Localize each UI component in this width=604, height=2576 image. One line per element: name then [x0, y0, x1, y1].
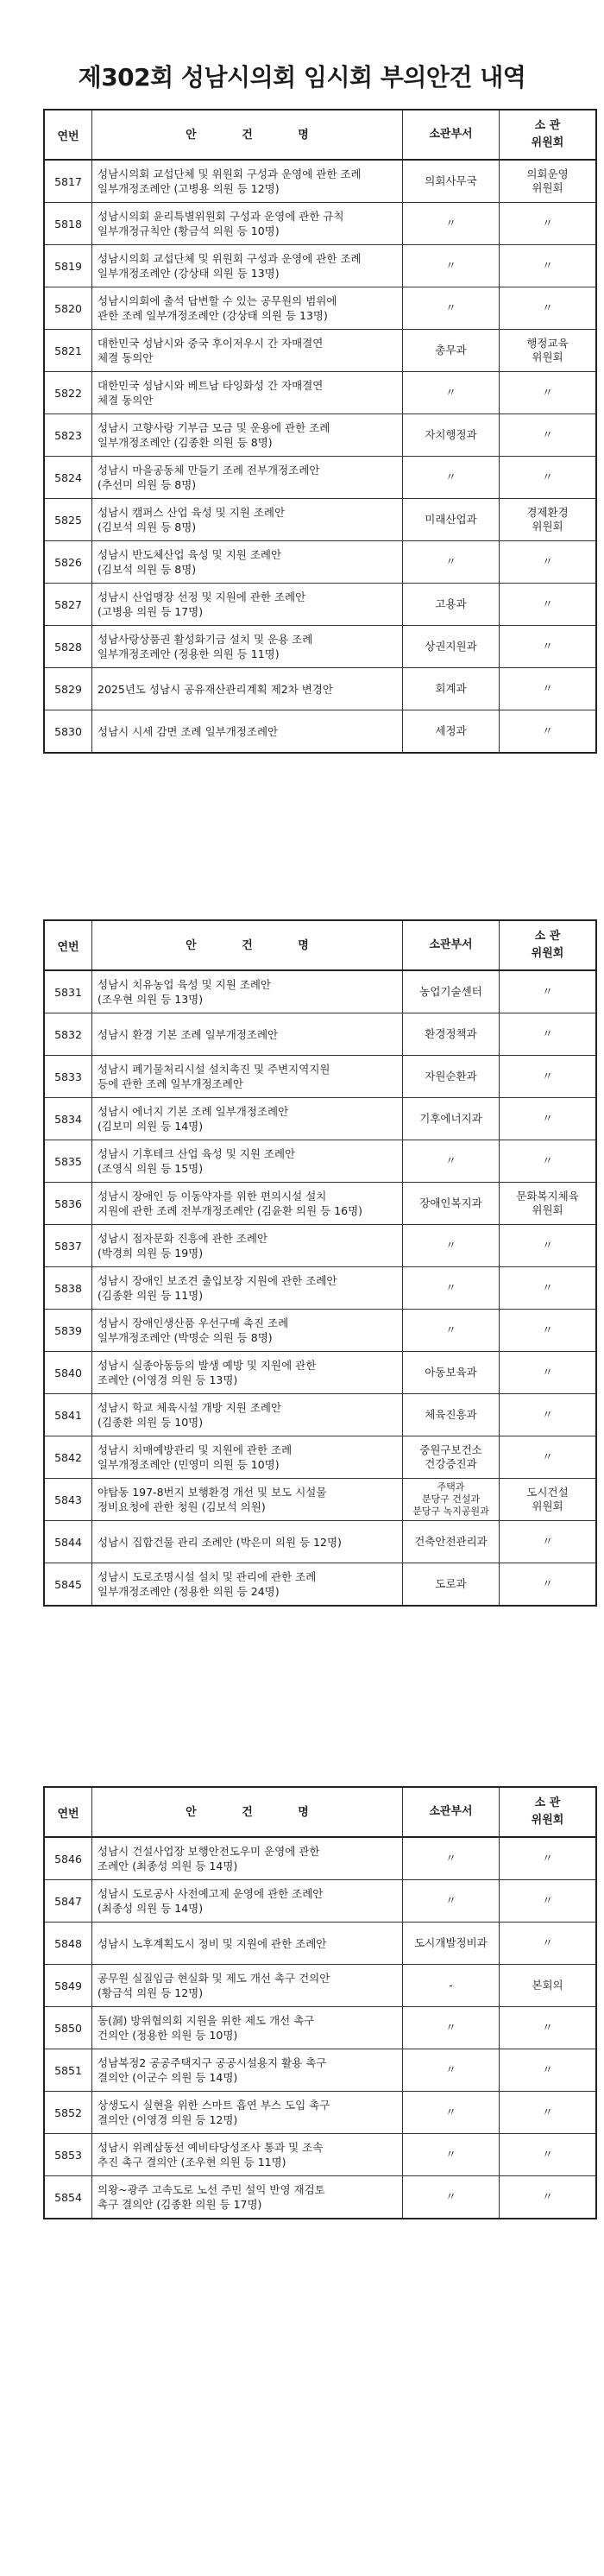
- row-department: 〃: [403, 245, 500, 287]
- row-item-title: 공무원 실질임금 현실화 및 제도 개선 촉구 건의안 (황금석 의원 등 12명): [92, 1965, 403, 2007]
- table-row: [44, 710, 596, 754]
- table-row: [44, 457, 596, 499]
- row-committee: 〃: [500, 1880, 597, 1923]
- table-row: [44, 203, 596, 245]
- row-item-title: 대한민국 성남시와 베트남 타잉화성 간 자매결연 체결 동의안: [92, 372, 403, 414]
- row-number: 5827: [44, 584, 92, 626]
- row-item-title: 성남시 고향사랑 기부금 모금 및 운용에 관한 조례 일부개정조례안 (김종환 의원 등 8명): [92, 414, 403, 457]
- row-department: 상권지원과: [403, 626, 500, 668]
- row-number: 5817: [44, 160, 92, 203]
- table-row: [44, 2134, 596, 2176]
- agenda-table-2: [43, 919, 597, 1607]
- row-item-title: 의왕~광주 고속도로 노선 주민 설익 반영 재검토 촉구 결의안 (김종환 의원 등 17명): [92, 2176, 403, 2219]
- row-department: 〃: [403, 2176, 500, 2219]
- row-department: 〃: [403, 2049, 500, 2092]
- row-department: 〃: [403, 1140, 500, 1183]
- row-committee: 〃: [500, 1352, 597, 1394]
- row-committee: 〃: [500, 414, 597, 457]
- row-committee: 〃: [500, 970, 597, 1013]
- row-committee: 〃: [500, 1225, 597, 1267]
- row-department: 주택과 분당구 건설과 분당구 녹지공원과: [403, 1479, 500, 1521]
- table-row: [44, 1521, 596, 1563]
- row-number: 5849: [44, 1965, 92, 2007]
- row-item-title: 성남시 장애인 보조견 출입보장 지원에 관한 조례안 (김종환 의원 등 11명): [92, 1267, 403, 1310]
- row-committee: 〃: [500, 541, 597, 584]
- table-row: [44, 1013, 596, 1056]
- row-department: 중원구보건소 건강증진과: [403, 1436, 500, 1479]
- row-number: 5836: [44, 1183, 92, 1225]
- row-department: 기후에너지과: [403, 1098, 500, 1140]
- table-row: [44, 287, 596, 330]
- row-committee: 〃: [500, 372, 597, 414]
- row-item-title: 성남시 학교 체육시설 개방 지원 조례안 (김종환 의원 등 10명): [92, 1394, 403, 1436]
- table-row: [44, 970, 596, 1013]
- header-committee: 소 관 위원회: [500, 920, 597, 970]
- row-item-title: 성남시 시세 감면 조례 일부개정조례안: [92, 710, 403, 754]
- table-row: [44, 414, 596, 457]
- row-department: 고용과: [403, 584, 500, 626]
- row-committee: 행정교육 위원회: [500, 330, 597, 372]
- table-row: [44, 1479, 596, 1521]
- row-item-title: 성남시 실종아동등의 발생 예방 및 지원에 관한 조례안 (이영경 의원 등 13명): [92, 1352, 403, 1394]
- row-committee: 〃: [500, 287, 597, 330]
- row-department: 농업기술센터: [403, 970, 500, 1013]
- row-committee: 〃: [500, 1923, 597, 1965]
- row-item-title: 성남사랑상품권 활성화기금 설치 및 운용 조례 일부개정조례안 (정용한 의원 등 11명): [92, 626, 403, 668]
- row-number: 5853: [44, 2134, 92, 2176]
- table-row: [44, 1225, 596, 1267]
- row-number: 5830: [44, 710, 92, 754]
- row-committee: 〃: [500, 1563, 597, 1607]
- row-number: 5820: [44, 287, 92, 330]
- row-number: 5819: [44, 245, 92, 287]
- row-item-title: 성남시 집합건물 관리 조례안 (박은미 의원 등 12명): [92, 1521, 403, 1563]
- table-row: [44, 584, 596, 626]
- row-committee: 〃: [500, 668, 597, 710]
- row-number: 5834: [44, 1098, 92, 1140]
- row-number: 5846: [44, 1837, 92, 1880]
- table-row: [44, 2092, 596, 2134]
- table-row: [44, 1563, 596, 1607]
- row-item-title: 대한민국 성남시와 중국 후이저우시 간 자매결연 체결 동의안: [92, 330, 403, 372]
- table-row: [44, 499, 596, 541]
- row-item-title: 성남복정2 공공주택지구 공공시설용지 활용 촉구 결의안 (이군수 의원 등 14명): [92, 2049, 403, 2092]
- row-department: 환경정책과: [403, 1013, 500, 1056]
- row-item-title: 야탑동 197-8번지 보행환경 개선 및 보도 시설물 정비요청에 관한 청원 (김보석 의원): [92, 1479, 403, 1521]
- row-department: 미래산업과: [403, 499, 500, 541]
- row-committee: 〃: [500, 710, 597, 754]
- header-dept: 소관부서: [403, 1787, 500, 1837]
- row-department: 자치행정과: [403, 414, 500, 457]
- row-committee: 〃: [500, 584, 597, 626]
- row-department: 건축안전관리과: [403, 1521, 500, 1563]
- row-committee: 〃: [500, 1098, 597, 1140]
- row-number: 5832: [44, 1013, 92, 1056]
- row-item-title: 성남시 장애인 등 이동약자를 위한 편의시설 설치 지원에 관한 조례 전부개정조례안 (김윤환 의원 등 16명): [92, 1183, 403, 1225]
- table-row: [44, 1267, 596, 1310]
- row-committee: 〃: [500, 2134, 597, 2176]
- document-title: 제302회 성남시의회 임시회 부의안건 내역: [78, 63, 526, 92]
- row-department: 〃: [403, 457, 500, 499]
- table-row: [44, 2007, 596, 2049]
- row-number: 5843: [44, 1479, 92, 1521]
- row-department: 〃: [403, 287, 500, 330]
- row-committee: 〃: [500, 1436, 597, 1479]
- header-dept: 소관부서: [403, 110, 500, 160]
- table-row: [44, 1837, 596, 1880]
- row-number: 5837: [44, 1225, 92, 1267]
- row-number: 5848: [44, 1923, 92, 1965]
- row-committee: 〃: [500, 1056, 597, 1098]
- row-item-title: 성남시 에너지 기본 조례 일부개정조례안 (김보미 의원 등 14명): [92, 1098, 403, 1140]
- table-row: [44, 160, 596, 203]
- table-row: [44, 1923, 596, 1965]
- row-department: 〃: [403, 2134, 500, 2176]
- row-department: 〃: [403, 2007, 500, 2049]
- row-department: 〃: [403, 2092, 500, 2134]
- row-committee: 〃: [500, 1837, 597, 1880]
- table-row: [44, 1965, 596, 2007]
- row-committee: 〃: [500, 457, 597, 499]
- row-department: 아동보육과: [403, 1352, 500, 1394]
- row-department: 〃: [403, 372, 500, 414]
- row-item-title: 성남시 위례삼동선 예비타당성조사 통과 및 조속 추진 촉구 결의안 (조우현 의원 등 11명): [92, 2134, 403, 2176]
- table-row: [44, 1436, 596, 1479]
- row-number: 5842: [44, 1436, 92, 1479]
- table-row: [44, 1880, 596, 1923]
- row-number: 5840: [44, 1352, 92, 1394]
- table-row: [44, 1310, 596, 1352]
- table-header: [44, 1787, 596, 1837]
- row-department: 세정과: [403, 710, 500, 754]
- row-committee: 〃: [500, 1394, 597, 1436]
- row-committee: 문화복지체육 위원회: [500, 1183, 597, 1225]
- row-number: 5824: [44, 457, 92, 499]
- table-row: [44, 1352, 596, 1394]
- row-department: 〃: [403, 541, 500, 584]
- row-item-title: 성남시 건설사업장 보행안전도우미 운영에 관한 조례안 (최종성 의원 등 14명): [92, 1837, 403, 1880]
- row-committee: 〃: [500, 245, 597, 287]
- row-number: 5854: [44, 2176, 92, 2219]
- row-item-title: 2025년도 성남시 공유재산관리계획 제2차 변경안: [92, 668, 403, 710]
- row-committee: 〃: [500, 2176, 597, 2219]
- table-row: [44, 626, 596, 668]
- row-item-title: 성남시 환경 기본 조례 일부개정조례안: [92, 1013, 403, 1056]
- header-item: 안 건 명: [92, 110, 403, 160]
- table-row: [44, 1140, 596, 1183]
- row-item-title: 성남시 점자문화 진흥에 관한 조례안 (박경희 의원 등 19명): [92, 1225, 403, 1267]
- table-row: [44, 2049, 596, 2092]
- table-row: [44, 1056, 596, 1098]
- row-number: 5852: [44, 2092, 92, 2134]
- row-department: 자원순환과: [403, 1056, 500, 1098]
- row-department: 〃: [403, 1267, 500, 1310]
- table-header: [44, 920, 596, 970]
- row-item-title: 성남시 반도체산업 육성 및 지원 조례안 (김보석 의원 등 8명): [92, 541, 403, 584]
- row-number: 5821: [44, 330, 92, 372]
- header-no: 연번: [44, 110, 92, 160]
- header-no: 연번: [44, 1787, 92, 1837]
- agenda-table-3: [43, 1786, 597, 2219]
- table-row: [44, 330, 596, 372]
- row-number: 5831: [44, 970, 92, 1013]
- row-number: 5841: [44, 1394, 92, 1436]
- row-department: 회계과: [403, 668, 500, 710]
- row-number: 5847: [44, 1880, 92, 1923]
- row-committee: 본회의: [500, 1965, 597, 2007]
- table-row: [44, 245, 596, 287]
- table-row: [44, 372, 596, 414]
- row-item-title: 상생도시 실현을 위한 스마트 흡연 부스 도입 촉구 결의안 (이영경 의원 등 12명): [92, 2092, 403, 2134]
- row-number: 5828: [44, 626, 92, 668]
- row-department: 도시개발정비과: [403, 1923, 500, 1965]
- row-number: 5851: [44, 2049, 92, 2092]
- table-row: [44, 541, 596, 584]
- row-department: 총무과: [403, 330, 500, 372]
- header-dept: 소관부서: [403, 920, 500, 970]
- row-department: 〃: [403, 1225, 500, 1267]
- row-item-title: 성남시 치매예방관리 및 지원에 관한 조례 일부개정조례안 (민영미 의원 등 10명): [92, 1436, 403, 1479]
- row-department: 〃: [403, 1880, 500, 1923]
- header-no: 연번: [44, 920, 92, 970]
- row-committee: 〃: [500, 1521, 597, 1563]
- row-committee: 〃: [500, 2007, 597, 2049]
- row-number: 5839: [44, 1310, 92, 1352]
- row-department: 의회사무국: [403, 160, 500, 203]
- row-item-title: 성남시의회 교섭단체 및 위원회 구성과 운영에 관한 조례 일부개정조례안 (강상태 의원 등 13명): [92, 245, 403, 287]
- agenda-table-1: [43, 109, 597, 754]
- row-item-title: 성남시 도로공사 사전예고제 운영에 관한 조례안 (최종성 의원 등 14명): [92, 1880, 403, 1923]
- row-number: 5818: [44, 203, 92, 245]
- row-item-title: 성남시 마을공동체 만들기 조례 전부개정조례안 (추선미 의원 등 8명): [92, 457, 403, 499]
- row-number: 5838: [44, 1267, 92, 1310]
- row-committee: 〃: [500, 1310, 597, 1352]
- header-committee: 소 관 위원회: [500, 1787, 597, 1837]
- row-item-title: 성남시의회에 출석 답변할 수 있는 공무원의 범위에 관한 조례 일부개정조례안 (강상태 의원 등 13명): [92, 287, 403, 330]
- row-number: 5850: [44, 2007, 92, 2049]
- header-item: 안 건 명: [92, 1787, 403, 1837]
- table-row: [44, 2176, 596, 2219]
- table-row: [44, 1183, 596, 1225]
- row-department: 도로과: [403, 1563, 500, 1607]
- row-committee: 〃: [500, 1013, 597, 1056]
- row-department: 〃: [403, 1837, 500, 1880]
- row-number: 5835: [44, 1140, 92, 1183]
- row-department: 〃: [403, 1310, 500, 1352]
- row-item-title: 성남시 기후테크 산업 육성 및 지원 조례안 (조영식 의원 등 15명): [92, 1140, 403, 1183]
- row-committee: 의회운영 위원회: [500, 160, 597, 203]
- row-number: 5826: [44, 541, 92, 584]
- row-item-title: 성남시 도로조명시설 설치 및 관리에 관한 조례 일부개정조례안 (정용한 의원 등 24명): [92, 1563, 403, 1607]
- table-row: [44, 668, 596, 710]
- table-row: [44, 1394, 596, 1436]
- row-item-title: 성남시 장애인생산품 우선구매 촉진 조례 일부개정조례안 (박명순 의원 등 8명): [92, 1310, 403, 1352]
- row-item-title: 성남시의회 교섭단체 및 위원회 구성과 운영에 관한 조례 일부개정조례안 (고병용 의원 등 12명): [92, 160, 403, 203]
- row-committee: 경제환경 위원회: [500, 499, 597, 541]
- row-number: 5833: [44, 1056, 92, 1098]
- row-department: 〃: [403, 203, 500, 245]
- row-number: 5825: [44, 499, 92, 541]
- row-committee: 〃: [500, 1140, 597, 1183]
- header-committee: 소 관 위원회: [500, 110, 597, 160]
- row-committee: 〃: [500, 2049, 597, 2092]
- row-item-title: 동(洞) 방위협의회 지원을 위한 제도 개선 촉구 건의안 (정용한 의원 등 10명): [92, 2007, 403, 2049]
- row-number: 5823: [44, 414, 92, 457]
- row-committee: 〃: [500, 1267, 597, 1310]
- row-committee: 〃: [500, 203, 597, 245]
- header-item: 안 건 명: [92, 920, 403, 970]
- table-header: [44, 110, 596, 160]
- row-committee: 〃: [500, 626, 597, 668]
- row-item-title: 성남시 치유농업 육성 및 지원 조례안 (조우현 의원 등 13명): [92, 970, 403, 1013]
- row-number: 5829: [44, 668, 92, 710]
- row-item-title: 성남시 캠퍼스 산업 육성 및 지원 조례안 (김보석 의원 등 8명): [92, 499, 403, 541]
- row-committee: 도시건설 위원회: [500, 1479, 597, 1521]
- row-item-title: 성남시 노후계획도시 정비 및 지원에 관한 조례안: [92, 1923, 403, 1965]
- row-number: 5844: [44, 1521, 92, 1563]
- row-department: -: [403, 1965, 500, 2007]
- row-committee: 〃: [500, 2092, 597, 2134]
- row-item-title: 성남시 산업맹장 선정 및 지원에 관한 조례안 (고병용 의원 등 17명): [92, 584, 403, 626]
- row-department: 장애인복지과: [403, 1183, 500, 1225]
- row-department: 체육진흥과: [403, 1394, 500, 1436]
- table-row: [44, 1098, 596, 1140]
- row-number: 5845: [44, 1563, 92, 1607]
- row-number: 5822: [44, 372, 92, 414]
- row-item-title: 성남시 폐기물처리시설 설치촉진 및 주변지역지원 등에 관한 조례 일부개정조례안: [92, 1056, 403, 1098]
- row-item-title: 성남시의회 윤리특별위원회 구성과 운영에 관한 규칙 일부개정규칙안 (황금석 의원 등 10명): [92, 203, 403, 245]
